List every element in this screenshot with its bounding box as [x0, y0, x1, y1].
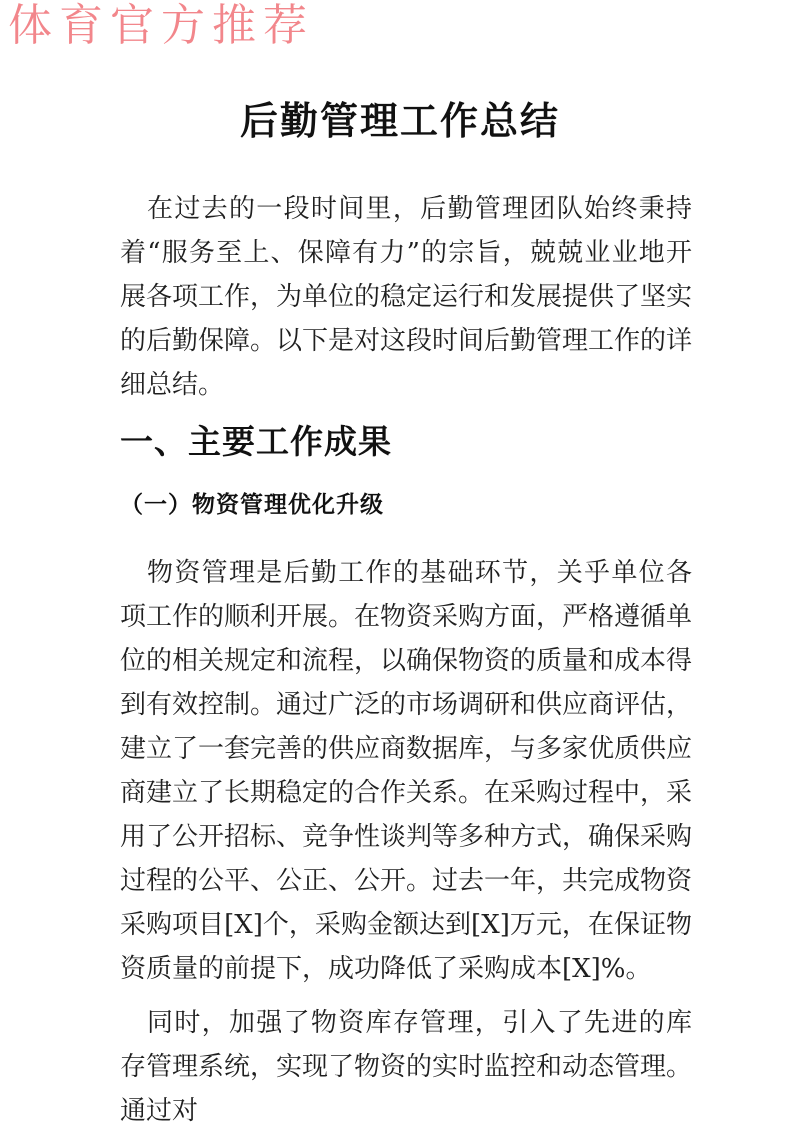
materials-management-paragraph-1: 物资管理是后勤工作的基础环节，关乎单位各项工作的顺利开展。在物资采购方面，严格遵循单位的相关规定和流程，以确保物资的质量和成本得到有效控制。通过广泛的市场调研和供应商评估，建立了一套完善的供应商数据库，与多家优质供应商建立了长期稳定的合作关系。在采购过程中，采用了公开招标、竞争性谈判等多种方式，确保采购过程的公平、公正、公开。过去一年，共完成物资采购项目[X]个，采购金额达到[X]万元，在保证物资质量的前提下，成功降低了采购成本[X]%。 [120, 558, 693, 984]
section-1-heading: 一、主要工作成果 [120, 422, 392, 461]
intro-paragraph: 在过去的一段时间里，后勤管理团队始终秉持着“服务至上、保障有力”的宗旨，兢兢业业地开展各项工作，为单位的稳定运行和发展提供了坚实的后勤保障。以下是对这段时间后勤管理工作的详细总结。 [120, 194, 693, 400]
watermark-text: 体育官方推荐 [8, 0, 314, 51]
document-content [120, 0, 692, 1131]
materials-management-paragraph-2: 同时，加强了物资库存管理，引入了先进的库存管理系统，实现了物资的实时监控和动态管理。通过对 [120, 1008, 693, 1126]
document-title: 后勤管理工作总结 [239, 98, 560, 143]
subsection-1-1-heading: （一）物资管理优化升级 [120, 491, 384, 518]
